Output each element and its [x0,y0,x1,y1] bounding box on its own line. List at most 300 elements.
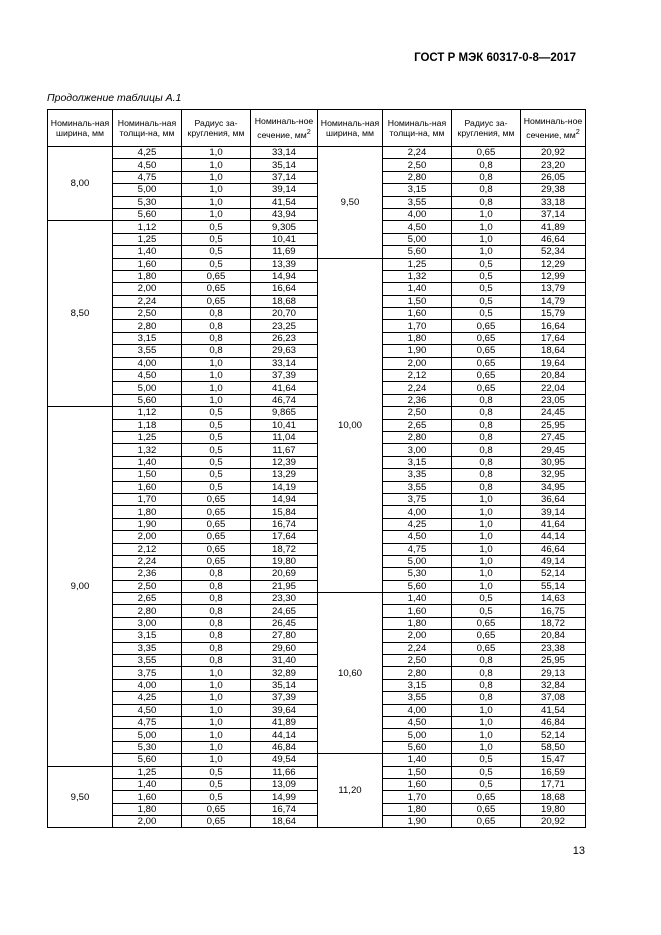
right-radius-cell: 0,5 [452,258,521,270]
table-row [48,506,586,518]
left-thickness-cell: 3,55 [113,655,182,667]
right-radius-cell: 1,0 [452,246,521,258]
table-row [48,803,586,815]
left-section-cell: 13,09 [251,778,318,790]
left-section-cell: 17,64 [251,531,318,543]
right-radius-cell: 0,65 [452,370,521,382]
left-radius-cell: 0,8 [182,630,251,642]
table-row [48,233,586,245]
right-radius-cell: 1,0 [452,208,521,220]
left-section-cell: 11,04 [251,431,318,443]
right-section-cell: 46,84 [521,716,586,728]
left-thickness-cell: 4,75 [113,171,182,183]
right-thickness-cell: 2,50 [383,159,452,171]
right-radius-cell: 1,0 [452,531,521,543]
right-thickness-cell: 3,35 [383,469,452,481]
left-thickness-cell: 1,25 [113,766,182,778]
left-radius-cell: 1,0 [182,147,251,159]
table-row [48,667,586,679]
left-thickness-cell: 4,50 [113,370,182,382]
left-radius-cell: 1,0 [182,754,251,766]
right-section-cell: 33,18 [521,196,586,208]
right-thickness-cell: 2,80 [383,171,452,183]
right-section-cell: 55,14 [521,580,586,592]
table-row [48,382,586,394]
right-thickness-cell: 2,36 [383,394,452,406]
left-thickness-cell: 1,12 [113,407,182,419]
left-section-cell: 49,54 [251,754,318,766]
right-thickness-cell: 1,60 [383,778,452,790]
left-section-cell: 14,94 [251,493,318,505]
right-section-cell: 20,92 [521,147,586,159]
table-row [48,692,586,704]
left-section-cell: 46,84 [251,741,318,753]
table-row [48,555,586,567]
right-radius-cell: 0,65 [452,332,521,344]
left-section-cell: 14,19 [251,481,318,493]
left-section-cell: 14,94 [251,270,318,282]
right-thickness-cell: 1,90 [383,816,452,828]
right-thickness-cell: 5,30 [383,568,452,580]
right-thickness-cell: 2,24 [383,382,452,394]
left-radius-cell: 0,5 [182,469,251,481]
right-radius-cell: 0,5 [452,270,521,282]
table-row [48,630,586,642]
left-thickness-cell: 2,00 [113,816,182,828]
right-section-cell: 27,45 [521,431,586,443]
table-row [48,816,586,828]
table-row [48,704,586,716]
right-radius-cell: 1,0 [452,221,521,233]
left-thickness-cell: 4,50 [113,159,182,171]
right-thickness-cell: 4,00 [383,506,452,518]
left-radius-cell: 0,65 [182,803,251,815]
right-width-cell: 11,20 [318,754,383,828]
left-section-cell: 10,41 [251,233,318,245]
left-section-cell: 13,29 [251,469,318,481]
left-section-cell: 41,89 [251,716,318,728]
left-section-cell: 41,64 [251,382,318,394]
left-thickness-cell: 4,75 [113,716,182,728]
left-thickness-cell: 3,55 [113,345,182,357]
left-radius-cell: 0,5 [182,233,251,245]
right-section-cell: 16,59 [521,766,586,778]
right-section-cell: 52,34 [521,246,586,258]
table-row [48,419,586,431]
right-radius-cell: 0,65 [452,617,521,629]
right-section-cell: 44,14 [521,531,586,543]
left-thickness-cell: 1,50 [113,469,182,481]
right-section-cell: 20,84 [521,630,586,642]
table-row [48,791,586,803]
right-thickness-cell: 2,00 [383,630,452,642]
left-section-cell: 16,74 [251,518,318,530]
right-thickness-cell: 5,60 [383,580,452,592]
left-radius-cell: 1,0 [182,382,251,394]
table-row [48,679,586,691]
page-number: 13 [572,845,585,857]
right-thickness-cell: 1,70 [383,791,452,803]
right-thickness-cell: 3,55 [383,692,452,704]
table-row [48,729,586,741]
right-thickness-cell: 3,15 [383,184,452,196]
right-thickness-cell: 3,15 [383,679,452,691]
left-section-cell: 18,68 [251,295,318,307]
left-section-cell: 32,89 [251,667,318,679]
right-thickness-cell: 4,50 [383,716,452,728]
left-section-cell: 18,64 [251,816,318,828]
right-thickness-cell: 4,00 [383,704,452,716]
left-thickness-cell: 2,80 [113,605,182,617]
left-radius-cell: 0,8 [182,655,251,667]
left-thickness-cell: 1,60 [113,791,182,803]
table-header-row [48,110,586,147]
left-section-cell: 43,94 [251,208,318,220]
right-thickness-cell: 4,00 [383,208,452,220]
left-radius-cell: 0,5 [182,221,251,233]
right-radius-cell: 0,5 [452,295,521,307]
left-thickness-cell: 3,15 [113,630,182,642]
left-radius-cell: 0,65 [182,493,251,505]
left-thickness-cell: 1,40 [113,456,182,468]
left-section-cell: 11,67 [251,444,318,456]
left-section-cell: 9,865 [251,407,318,419]
right-section-cell: 46,64 [521,543,586,555]
left-radius-cell: 1,0 [182,370,251,382]
header-left-radius: Радиус за-кругления, мм [182,110,251,147]
left-radius-cell: 0,8 [182,580,251,592]
right-radius-cell: 1,0 [452,543,521,555]
table-row [48,295,586,307]
left-thickness-cell: 1,12 [113,221,182,233]
left-thickness-cell: 1,40 [113,246,182,258]
left-section-cell: 20,69 [251,568,318,580]
right-radius-cell: 0,8 [452,196,521,208]
left-thickness-cell: 1,60 [113,481,182,493]
right-radius-cell: 0,65 [452,630,521,642]
right-radius-cell: 0,8 [452,481,521,493]
left-section-cell: 13,39 [251,258,318,270]
right-radius-cell: 0,5 [452,605,521,617]
table-row [48,642,586,654]
right-section-cell: 18,64 [521,345,586,357]
right-section-cell: 14,79 [521,295,586,307]
left-radius-cell: 1,0 [182,692,251,704]
header-right-width: Номиналь-ная ширина, мм [318,110,383,147]
left-radius-cell: 0,8 [182,593,251,605]
right-radius-cell: 0,5 [452,283,521,295]
table-row [48,716,586,728]
left-radius-cell: 1,0 [182,171,251,183]
right-radius-cell: 0,8 [452,394,521,406]
right-radius-cell: 0,5 [452,593,521,605]
left-radius-cell: 0,5 [182,766,251,778]
right-thickness-cell: 3,55 [383,196,452,208]
left-radius-cell: 1,0 [182,196,251,208]
left-radius-cell: 0,5 [182,481,251,493]
left-radius-cell: 0,8 [182,345,251,357]
left-section-cell: 16,64 [251,283,318,295]
right-radius-cell: 0,8 [452,419,521,431]
right-section-cell: 25,95 [521,419,586,431]
right-thickness-cell: 1,80 [383,803,452,815]
right-radius-cell: 0,65 [452,642,521,654]
right-section-cell: 32,95 [521,469,586,481]
table-row [48,778,586,790]
left-radius-cell: 0,65 [182,531,251,543]
left-radius-cell: 1,0 [182,667,251,679]
left-radius-cell: 1,0 [182,394,251,406]
right-radius-cell: 0,8 [452,655,521,667]
table-row [48,518,586,530]
table-row [48,184,586,196]
left-radius-cell: 1,0 [182,729,251,741]
left-thickness-cell: 1,70 [113,493,182,505]
table-row [48,543,586,555]
right-thickness-cell: 2,80 [383,667,452,679]
left-radius-cell: 0,65 [182,518,251,530]
right-section-cell: 24,45 [521,407,586,419]
left-radius-cell: 1,0 [182,357,251,369]
left-thickness-cell: 2,24 [113,555,182,567]
right-radius-cell: 0,65 [452,791,521,803]
right-thickness-cell: 2,65 [383,419,452,431]
right-radius-cell: 0,8 [452,159,521,171]
right-section-cell: 32,84 [521,679,586,691]
right-thickness-cell: 2,24 [383,147,452,159]
right-thickness-cell: 1,80 [383,332,452,344]
table-row [48,246,586,258]
left-section-cell: 37,14 [251,171,318,183]
left-radius-cell: 0,8 [182,332,251,344]
right-thickness-cell: 1,32 [383,270,452,282]
right-thickness-cell: 5,00 [383,555,452,567]
left-radius-cell: 1,0 [182,159,251,171]
left-thickness-cell: 1,18 [113,419,182,431]
header-left-width: Номиналь-ная ширина, мм [48,110,113,147]
left-radius-cell: 0,5 [182,791,251,803]
table-row [48,493,586,505]
right-radius-cell: 0,8 [452,667,521,679]
left-section-cell: 26,23 [251,332,318,344]
left-thickness-cell: 1,25 [113,233,182,245]
right-thickness-cell: 2,12 [383,370,452,382]
left-thickness-cell: 5,60 [113,208,182,220]
right-radius-cell: 0,8 [452,456,521,468]
right-thickness-cell: 1,40 [383,283,452,295]
left-radius-cell: 0,65 [182,555,251,567]
table-row [48,617,586,629]
right-thickness-cell: 4,50 [383,531,452,543]
left-thickness-cell: 1,40 [113,778,182,790]
right-section-cell: 29,45 [521,444,586,456]
right-thickness-cell: 5,00 [383,729,452,741]
right-width-cell: 10,60 [318,593,383,754]
right-section-cell: 52,14 [521,568,586,580]
left-section-cell: 11,66 [251,766,318,778]
left-thickness-cell: 3,00 [113,617,182,629]
right-thickness-cell: 1,80 [383,617,452,629]
right-thickness-cell: 4,25 [383,518,452,530]
right-thickness-cell: 1,60 [383,605,452,617]
left-thickness-cell: 2,00 [113,531,182,543]
right-section-cell: 19,80 [521,803,586,815]
header-left-thickness: Номиналь-ная толщи-на, мм [113,110,182,147]
left-radius-cell: 0,8 [182,617,251,629]
right-radius-cell: 0,8 [452,184,521,196]
right-radius-cell: 1,0 [452,729,521,741]
table-row [48,655,586,667]
table-row [48,308,586,320]
header-right-radius: Радиус за-кругления, мм [452,110,521,147]
table-row [48,580,586,592]
right-radius-cell: 0,65 [452,345,521,357]
table-row [48,208,586,220]
right-section-cell: 23,38 [521,642,586,654]
left-thickness-cell: 5,00 [113,729,182,741]
left-radius-cell: 0,65 [182,816,251,828]
right-section-cell: 37,08 [521,692,586,704]
left-radius-cell: 1,0 [182,208,251,220]
right-radius-cell: 0,8 [452,469,521,481]
left-section-cell: 29,60 [251,642,318,654]
right-radius-cell: 0,8 [452,431,521,443]
left-section-cell: 20,70 [251,308,318,320]
right-thickness-cell: 2,00 [383,357,452,369]
table-row [48,221,586,233]
right-radius-cell: 1,0 [452,716,521,728]
right-section-cell: 46,64 [521,233,586,245]
right-thickness-cell: 5,60 [383,246,452,258]
left-thickness-cell: 4,00 [113,679,182,691]
left-radius-cell: 1,0 [182,741,251,753]
left-section-cell: 14,99 [251,791,318,803]
table-row [48,444,586,456]
left-section-cell: 10,41 [251,419,318,431]
right-section-cell: 20,84 [521,370,586,382]
left-section-cell: 31,40 [251,655,318,667]
right-section-cell: 26,05 [521,171,586,183]
left-section-cell: 46,74 [251,394,318,406]
right-thickness-cell: 1,50 [383,295,452,307]
right-radius-cell: 0,65 [452,803,521,815]
table-row [48,147,586,159]
right-section-cell: 58,50 [521,741,586,753]
right-section-cell: 16,75 [521,605,586,617]
right-radius-cell: 0,8 [452,171,521,183]
dimensions-table [47,109,586,828]
right-thickness-cell: 1,90 [383,345,452,357]
left-radius-cell: 1,0 [182,704,251,716]
left-section-cell: 27,80 [251,630,318,642]
table-row [48,531,586,543]
right-width-cell: 10,00 [318,258,383,593]
right-section-cell: 36,64 [521,493,586,505]
left-thickness-cell: 2,36 [113,568,182,580]
left-radius-cell: 0,8 [182,320,251,332]
left-section-cell: 41,54 [251,196,318,208]
left-section-cell: 19,80 [251,555,318,567]
right-radius-cell: 0,65 [452,320,521,332]
left-section-cell: 37,39 [251,692,318,704]
left-thickness-cell: 3,15 [113,332,182,344]
right-thickness-cell: 2,80 [383,431,452,443]
table-row [48,270,586,282]
left-radius-cell: 0,8 [182,642,251,654]
left-radius-cell: 0,5 [182,419,251,431]
left-radius-cell: 0,65 [182,283,251,295]
left-section-cell: 18,72 [251,543,318,555]
left-section-cell: 44,14 [251,729,318,741]
table-row [48,593,586,605]
header-right-thickness: Номиналь-ная толщи-на, мм [383,110,452,147]
right-section-cell: 15,79 [521,308,586,320]
right-thickness-cell: 2,24 [383,642,452,654]
right-radius-cell: 0,5 [452,308,521,320]
right-section-cell: 49,14 [521,555,586,567]
table-row [48,357,586,369]
right-radius-cell: 0,5 [452,778,521,790]
right-section-cell: 12,99 [521,270,586,282]
right-thickness-cell: 2,50 [383,407,452,419]
left-section-cell: 21,95 [251,580,318,592]
left-thickness-cell: 5,60 [113,754,182,766]
left-radius-cell: 0,65 [182,295,251,307]
left-thickness-cell: 1,80 [113,803,182,815]
left-thickness-cell: 4,00 [113,357,182,369]
header-right-section: Номиналь-ное сечение, $мм^2$ [521,110,586,147]
table-row [48,258,586,270]
left-thickness-cell: 2,12 [113,543,182,555]
right-section-cell: 52,14 [521,729,586,741]
right-radius-cell: 1,0 [452,741,521,753]
right-radius-cell: 1,0 [452,493,521,505]
left-section-cell: 11,69 [251,246,318,258]
left-radius-cell: 0,5 [182,456,251,468]
right-radius-cell: 0,8 [452,679,521,691]
left-radius-cell: 0,8 [182,568,251,580]
left-section-cell: 16,74 [251,803,318,815]
right-radius-cell: 0,8 [452,444,521,456]
left-section-cell: 23,25 [251,320,318,332]
table-row [48,469,586,481]
left-radius-cell: 0,65 [182,270,251,282]
right-radius-cell: 0,5 [452,754,521,766]
left-thickness-cell: 5,30 [113,741,182,753]
left-thickness-cell: 2,24 [113,295,182,307]
right-section-cell: 18,68 [521,791,586,803]
left-radius-cell: 0,5 [182,407,251,419]
left-thickness-cell: 4,25 [113,147,182,159]
left-section-cell: 33,14 [251,357,318,369]
left-section-cell: 33,14 [251,147,318,159]
right-section-cell: 34,95 [521,481,586,493]
table-row [48,766,586,778]
left-width-cell: 8,50 [48,221,113,407]
right-section-cell: 17,71 [521,778,586,790]
left-section-cell: 37,39 [251,370,318,382]
right-section-cell: 23,20 [521,159,586,171]
right-section-cell: 41,89 [521,221,586,233]
right-section-cell: 18,72 [521,617,586,629]
right-radius-cell: 0,8 [452,692,521,704]
left-thickness-cell: 1,32 [113,444,182,456]
table-row [48,568,586,580]
left-radius-cell: 0,8 [182,605,251,617]
table-row [48,320,586,332]
right-radius-cell: 0,65 [452,816,521,828]
right-thickness-cell: 4,50 [383,221,452,233]
